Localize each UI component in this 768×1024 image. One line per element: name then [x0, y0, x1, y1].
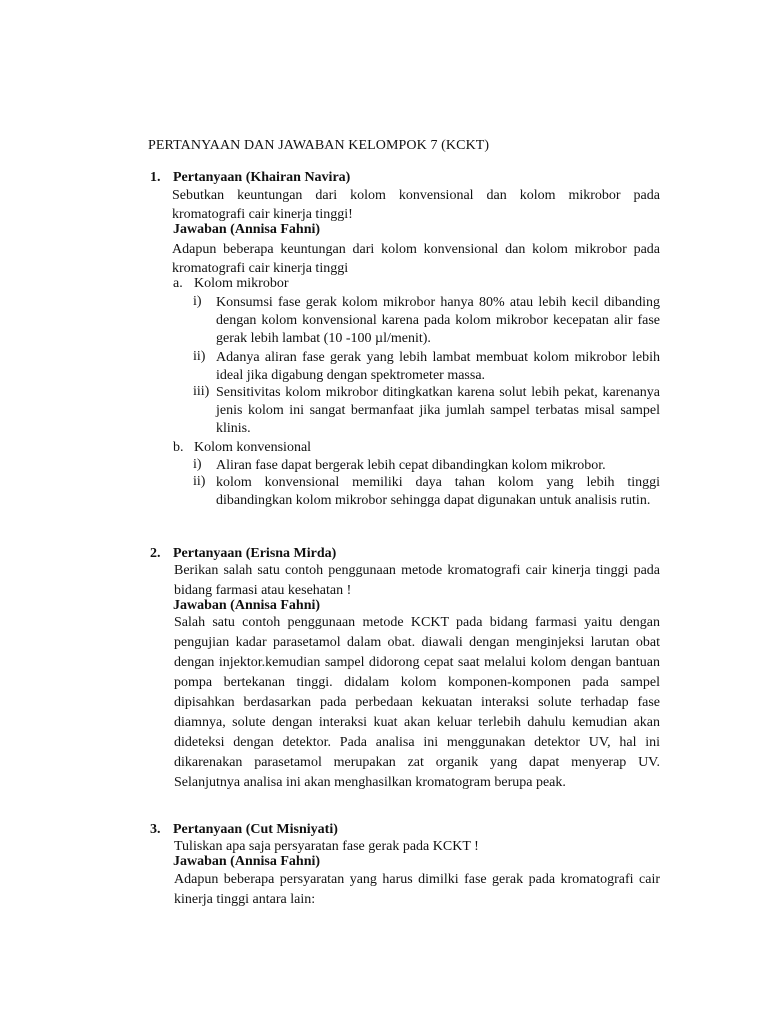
list-item: Sensitivitas kolom mikrobor ditingkatkan karena solut lebih pekat, karenanya jenis kolom ini sangat bermanfaat jika jumlah sampel terbatas misal sampel klinis. [216, 385, 660, 436]
list-numeral: ii) [193, 474, 206, 489]
list-numeral: ii) [193, 349, 206, 364]
answer-text: Salah satu contoh penggunaan metode KCKT pada bidang farmasi yaitu dengan pengujian kadar parasetamol dalam obat. diawali dengan menginjeksi larutan obat dengan injektor.kemudian sampel didorong cepat saat melalui kolom dengan bantuan pompa bertekanan tinggi. didalam kolom komponen-komponen pada sampel dipisahkan berdasarkan pada perbedaan kekuatan interaksi solute terhadap fase diamnya, solute dengan interaksi kuat akan keluar terlebih dahulu kemudian akan dideteksi dengan detektor. Pada analisa ini menggunakan detektor UV, hal ini dikarenakan parasetamol merupakan zat organik yang dapat menyerap UV. Selanjutnya analisa ini akan menghasilkan kromatogram berupa peak. [174, 615, 660, 790]
answer-heading: Jawaban (Annisa Fahni) [173, 598, 321, 613]
list-item: kolom konvensional memiliki daya tahan kolom yang lebih tinggi dibandingkan kolom mikrobor sehingga dapat digunakan untuk analisis rutin. [216, 475, 660, 508]
answer-heading: Jawaban (Annisa Fahni) [173, 222, 321, 237]
list-letter: b. [173, 440, 184, 455]
question-text: Sebutkan keuntungan dari kolom konvensional dan kolom mikrobor pada kromatografi cair kinerja tinggi! [172, 188, 660, 222]
list-numeral: i) [193, 294, 202, 309]
question-heading: Pertanyaan (Cut Misniyati) [173, 822, 338, 837]
question-number: 2. [150, 546, 161, 561]
section-label: Kolom mikrobor [194, 276, 289, 291]
list-numeral: i) [193, 457, 202, 472]
question-number: 3. [150, 822, 161, 837]
list-item: Konsumsi fase gerak kolom mikrobor hanya 80% atau lebih kecil dibanding dengan kolom konvensional karena pada kolom mikrobor kecepatan alir fase gerak lebih lambat (10 -100 µl/menit). [216, 295, 660, 346]
document-title: PERTANYAAN DAN JAWABAN KELOMPOK 7 (KCKT) [148, 138, 490, 153]
list-item: Adanya aliran fase gerak yang lebih lambat membuat kolom mikrobor lebih ideal jika digabung dengan spektrometer massa. [216, 350, 660, 383]
list-letter: a. [173, 276, 183, 291]
question-heading: Pertanyaan (Khairan Navira) [173, 170, 351, 185]
question-text: Tuliskan apa saja persyaratan fase gerak pada KCKT ! [174, 839, 479, 854]
list-numeral: iii) [193, 384, 210, 399]
question-heading: Pertanyaan (Erisna Mirda) [173, 546, 337, 561]
answer-heading: Jawaban (Annisa Fahni) [173, 854, 321, 869]
question-text: Berikan salah satu contoh penggunaan metode kromatografi cair kinerja tinggi pada bidang farmasi atau kesehatan ! [174, 563, 660, 598]
section-label: Kolom konvensional [194, 440, 312, 455]
answer-text: Adapun beberapa persyaratan yang harus dimilki fase gerak pada kromatografi cair kinerja tinggi antara lain: [174, 872, 660, 907]
answer-text: Adapun beberapa keuntungan dari kolom konvensional dan kolom mikrobor pada kromatografi cair kinerja tinggi [172, 242, 660, 276]
list-item: Aliran fase dapat bergerak lebih cepat dibandingkan kolom mikrobor. [216, 458, 606, 473]
question-number: 1. [150, 170, 161, 185]
